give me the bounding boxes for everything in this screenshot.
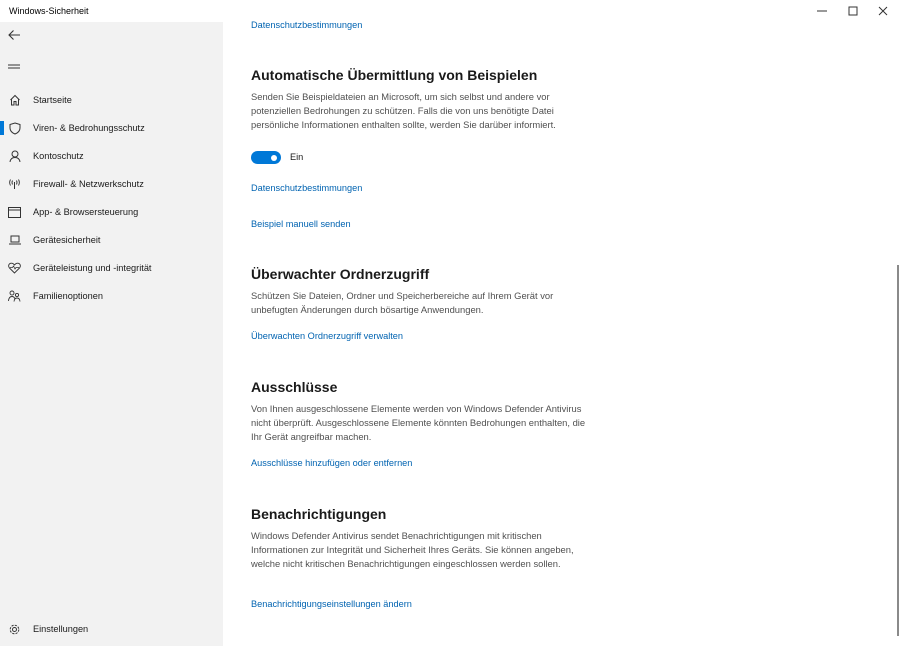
sidebar-item-label: Startseite (33, 95, 72, 105)
section-title: Überwachter Ordnerzugriff (251, 266, 430, 282)
sidebar-item-firewall-netzwerkschutz[interactable] (0, 170, 223, 198)
shield-icon (8, 122, 21, 135)
sidebar-item-familienoptionen[interactable] (0, 282, 223, 310)
section-title: Benachrichtigungen (251, 506, 387, 522)
back-button[interactable] (6, 27, 22, 43)
sample-submission-toggle[interactable] (251, 151, 281, 164)
toggle-state-label: Ein (290, 152, 304, 162)
manage-folder-access-link[interactable]: Überwachten Ordnerzugriff verwalten (251, 331, 404, 341)
maximize-icon (848, 6, 858, 16)
sidebar-item-label: Geräteleistung und -integrität (33, 263, 152, 273)
laptop-icon (8, 234, 21, 247)
sidebar-item-label: Gerätesicherheit (33, 235, 101, 245)
sidebar-item-viren-bedrohungsschutz[interactable] (0, 114, 223, 142)
family-icon (8, 290, 21, 303)
close-button[interactable] (868, 0, 898, 22)
submit-sample-manually-link[interactable]: Beispiel manuell senden (251, 219, 351, 229)
sidebar-item-app-browsersteuerung[interactable] (0, 198, 223, 226)
sidebar-item-startseite[interactable] (0, 86, 223, 114)
section-description: Schützen Sie Dateien, Ordner und Speicherbereiche auf Ihrem Gerät vor unbefugten Änderungen durch bösartige Anwendungen. (251, 290, 554, 315)
back-arrow-icon (6, 27, 22, 43)
section-description: Von Ihnen ausgeschlossene Elemente werden von Windows Defender Antivirus nicht überprüft. Ausgeschlossene Elemente könnten Bedrohungen enthalten, die Ihr Gerät angreifbar machen. (251, 403, 586, 442)
manage-exclusions-link[interactable]: Ausschlüsse hinzufügen oder entfernen (251, 458, 413, 468)
sidebar-item-geraeteleistung[interactable] (0, 254, 223, 282)
heart-pulse-icon (8, 262, 21, 275)
wireless-antenna-icon (8, 178, 21, 191)
section-description: Windows Defender Antivirus sendet Benachrichtigungen mit kritischen Informationen zur Integrität und Sicherheit Ihres Geräts. Sie können angeben, welche nicht kritischen Benachrichtigungen eingeschlossen werden sollen. (251, 530, 574, 569)
notification-settings-link[interactable]: Benachrichtigungseinstellungen ändern (251, 599, 412, 609)
sidebar-item-label: App- & Browsersteuerung (33, 207, 139, 217)
toggle-knob (271, 155, 277, 161)
browser-window-icon (8, 206, 21, 219)
gear-icon (8, 623, 21, 636)
close-icon (878, 6, 888, 16)
minimize-icon (817, 6, 827, 16)
main-content (223, 22, 900, 646)
sidebar-item-label: Familienoptionen (33, 291, 103, 301)
person-icon (8, 150, 21, 163)
hamburger-icon (7, 61, 21, 73)
title-bar (0, 0, 900, 22)
sidebar-item-geraetesicherheit[interactable] (0, 226, 223, 254)
privacy-link-top[interactable]: Datenschutzbestimmungen (251, 20, 363, 30)
menu-button[interactable] (7, 60, 21, 72)
vertical-scrollbar[interactable] (897, 265, 899, 636)
sidebar-item-label: Kontoschutz (33, 151, 84, 161)
sidebar (0, 22, 223, 646)
privacy-link[interactable]: Datenschutzbestimmungen (251, 183, 363, 193)
sidebar-item-label: Firewall- & Netzwerkschutz (33, 179, 144, 189)
sidebar-item-label: Einstellungen (33, 624, 89, 634)
sidebar-item-einstellungen[interactable] (0, 615, 223, 643)
section-description: Senden Sie Beispieldateien an Microsoft, um sich selbst und andere vor potenziellen Bedrohungen zu schützen. Falls die von uns benötigte Datei persönliche Informationen enthalten sollte, werden Sie darüber informiert. (251, 91, 556, 130)
minimize-button[interactable] (807, 0, 837, 22)
section-title: Ausschlüsse (251, 379, 338, 395)
sidebar-item-kontoschutz[interactable] (0, 142, 223, 170)
window-title: Windows-Sicherheit (9, 6, 89, 16)
home-icon (8, 94, 21, 107)
section-title: Automatische Übermittlung von Beispielen (251, 67, 538, 83)
maximize-button[interactable] (838, 0, 868, 22)
sidebar-item-label: Viren- & Bedrohungsschutz (33, 123, 145, 133)
